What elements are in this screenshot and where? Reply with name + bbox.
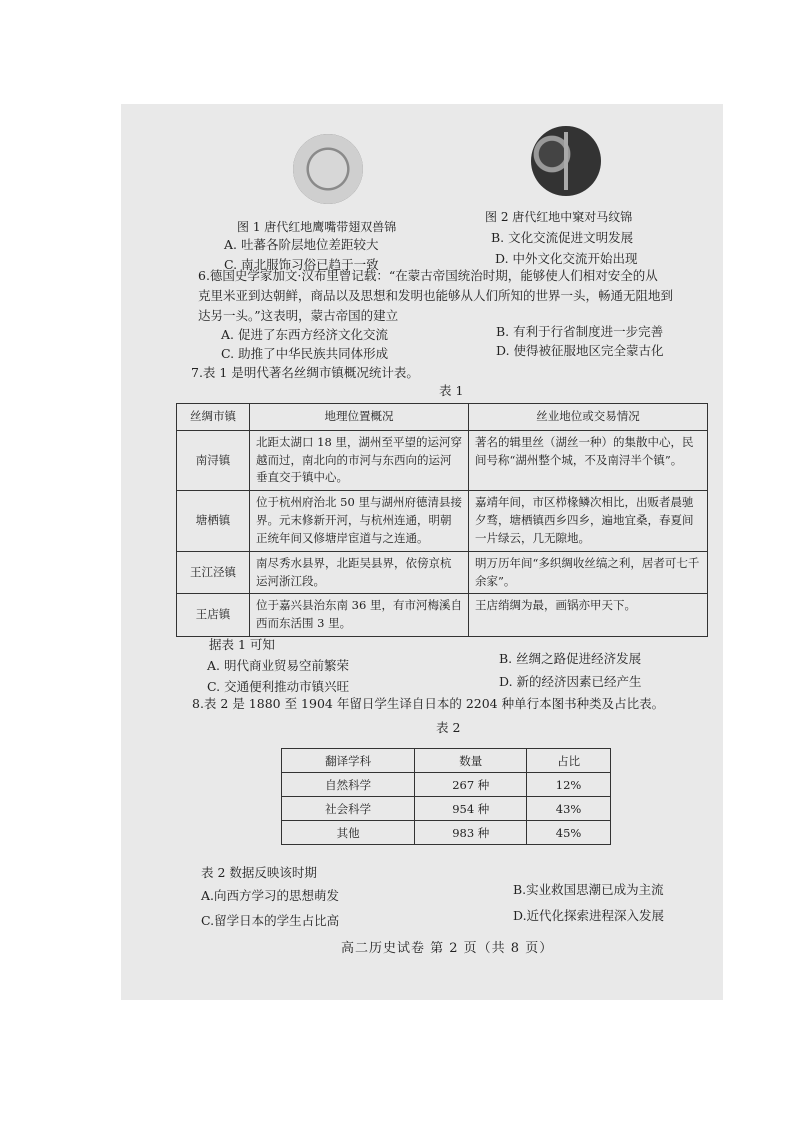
table-2-count: 983 种 bbox=[415, 821, 527, 845]
q7-option-c[interactable]: C. 交通便利推动市镇兴旺 bbox=[207, 679, 350, 694]
q7-stem: 7.表 1 是明代著名丝绸市镇概况统计表。 bbox=[191, 365, 419, 380]
table-2-subject: 自然科学 bbox=[282, 773, 415, 797]
table-2-count: 267 种 bbox=[415, 773, 527, 797]
table-row bbox=[282, 821, 611, 845]
table-row bbox=[177, 551, 708, 594]
q5-option-d[interactable]: D. 中外文化交流开始出现 bbox=[495, 251, 638, 266]
q8-lead: 表 2 数据反映该时期 bbox=[201, 865, 317, 880]
q5-option-c[interactable]: C. 南北服饰习俗已趋于一致 bbox=[224, 257, 379, 272]
table-1-trade: 嘉靖年间，市区栉椽鳞次相比，出贩者晨驰夕骛，塘栖镇西乡四乡，遍地宜桑，春夏间一片绿云，几无隙地。 bbox=[469, 491, 708, 551]
table-2-count: 954 种 bbox=[415, 797, 527, 821]
q7-lead: 据表 1 可知 bbox=[209, 637, 275, 652]
table-2-header-subject: 翻译学科 bbox=[282, 749, 415, 773]
table-row bbox=[282, 773, 611, 797]
table-2 bbox=[281, 748, 611, 845]
exam-page bbox=[121, 104, 723, 1000]
q5-option-b[interactable]: B. 文化交流促进文明发展 bbox=[491, 230, 634, 245]
table-2-pct: 43% bbox=[527, 797, 611, 821]
figure-2-brocade-image bbox=[531, 126, 601, 196]
q6-stem-line-1: 6.德国史学家加文·汉布里曾记载：“在蒙古帝国统治时期，能够使人们相对安全的从 bbox=[198, 268, 658, 283]
table-row bbox=[177, 491, 708, 551]
table-1-header-trade: 丝业地位或交易情况 bbox=[469, 404, 708, 431]
q7-option-b[interactable]: B. 丝绸之路促进经济发展 bbox=[499, 651, 642, 666]
table-1-town: 王店镇 bbox=[177, 594, 250, 637]
figure-1-caption: 图 1 唐代红地鹰嘴带翅双兽锦 bbox=[237, 220, 397, 234]
table-1-location: 南尽秀水县界，北距吴县界，依傍京杭运河浙江段。 bbox=[250, 551, 469, 594]
table-2-header-count: 数量 bbox=[415, 749, 527, 773]
q6-stem-line-2: 克里米亚到达朝鲜，商品以及思想和发明也能够从人们所知的世界一头，畅通无阻地到 bbox=[198, 288, 674, 303]
table-row bbox=[177, 594, 708, 637]
q7-option-d[interactable]: D. 新的经济因素已经产生 bbox=[499, 674, 642, 689]
table-1-location: 位于杭州府治北 50 里与湖州府德清县接界。元末修新开河，与杭州连通，明朝正统年间又修塘岸宦道与之连通。 bbox=[250, 491, 469, 551]
table-1-header-town: 丝绸市镇 bbox=[177, 404, 250, 431]
table-1-trade: 王店绡绸为最，画锅亦甲天下。 bbox=[469, 594, 708, 637]
q6-option-b[interactable]: B. 有利于行省制度进一步完善 bbox=[496, 324, 664, 339]
table-1-town: 南浔镇 bbox=[177, 430, 250, 490]
table-1-town: 王江泾镇 bbox=[177, 551, 250, 594]
figure-2-caption: 图 2 唐代红地中窠对马纹锦 bbox=[485, 210, 633, 224]
q8-option-d[interactable]: D.近代化探索进程深入发展 bbox=[513, 908, 665, 923]
q6-stem-line-3: 达另一头。”这表明，蒙古帝国的建立 bbox=[198, 308, 399, 323]
table-2-title: 表 2 bbox=[436, 720, 461, 735]
table-row bbox=[282, 797, 611, 821]
table-1-location: 北距太湖口 18 里，湖州至平望的运河穿越而过，南北向的市河与东西向的运河垂直交于镇中心。 bbox=[250, 430, 469, 490]
figure-1-brocade-image bbox=[293, 134, 363, 204]
table-1-trade: 明万历年间“多织绸收丝缟之利，居者可七千余家”。 bbox=[469, 551, 708, 594]
q5-option-a[interactable]: A. 吐蕃各阶层地位差距较大 bbox=[224, 237, 379, 252]
q6-option-d[interactable]: D. 使得被征服地区完全蒙古化 bbox=[496, 343, 664, 358]
table-1-title: 表 1 bbox=[439, 383, 464, 398]
table-1-town: 塘栖镇 bbox=[177, 491, 250, 551]
table-2-pct: 12% bbox=[527, 773, 611, 797]
table-2-subject: 其他 bbox=[282, 821, 415, 845]
page-footer: 高二历史试卷 第 2 页（共 8 页） bbox=[341, 941, 554, 956]
table-1-trade: 著名的辑里丝（湖丝一种）的集散中心，民间号称“湖州整个城，不及南浔半个镇”。 bbox=[469, 430, 708, 490]
table-1 bbox=[176, 403, 708, 637]
table-2-header-pct: 占比 bbox=[527, 749, 611, 773]
q8-stem: 8.表 2 是 1880 至 1904 年留日学生译自日本的 2204 种单行本图书种类及占比表。 bbox=[192, 696, 665, 711]
table-2-pct: 45% bbox=[527, 821, 611, 845]
table-row bbox=[177, 430, 708, 490]
q8-option-a[interactable]: A.向西方学习的思想萌发 bbox=[201, 888, 340, 903]
q6-option-c[interactable]: C. 助推了中华民族共同体形成 bbox=[221, 346, 389, 361]
table-1-location: 位于嘉兴县治东南 36 里，有市河梅溪自西而东活围 3 里。 bbox=[250, 594, 469, 637]
table-2-subject: 社会科学 bbox=[282, 797, 415, 821]
q8-option-b[interactable]: B.实业救国思潮已成为主流 bbox=[513, 882, 664, 897]
q6-option-a[interactable]: A. 促进了东西方经济文化交流 bbox=[221, 327, 388, 342]
q8-option-c[interactable]: C.留学日本的学生占比高 bbox=[201, 913, 340, 928]
table-1-header-location: 地理位置概况 bbox=[250, 404, 469, 431]
q7-option-a[interactable]: A. 明代商业贸易空前繁荣 bbox=[207, 658, 349, 673]
